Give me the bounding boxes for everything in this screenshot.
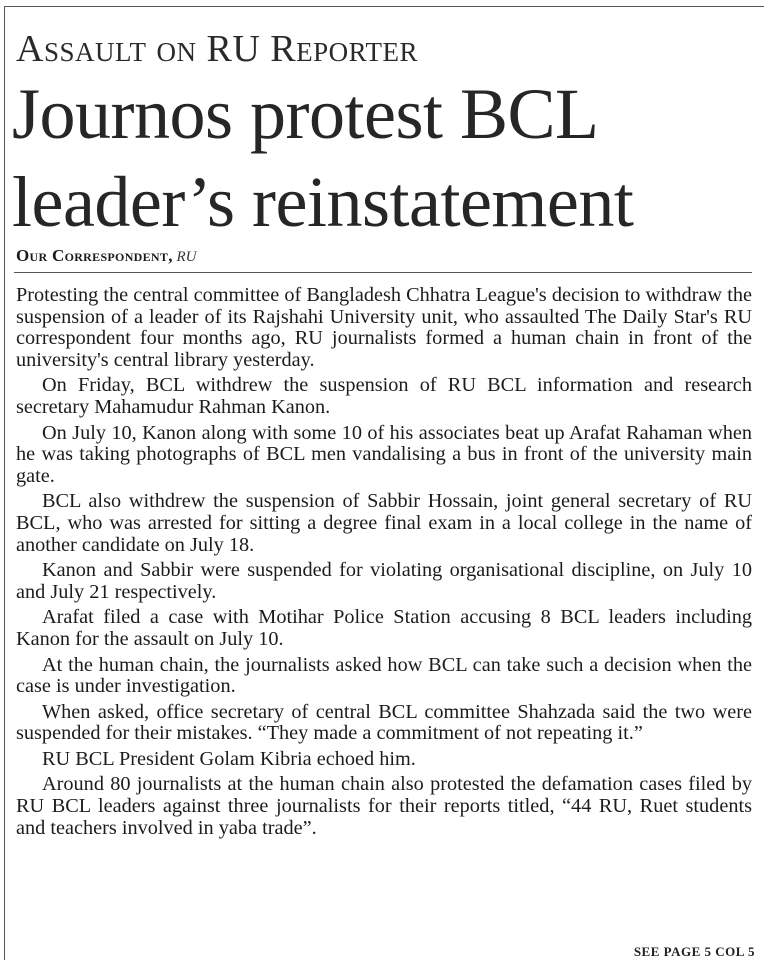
article-paragraph: Arafat filed a case with Motihar Police Station accusing 8 BCL leaders including Kanon for the assault on July 10. [16,606,752,650]
article-paragraph: On Friday, BCL withdrew the suspension of RU BCL information and research secretary Mahamudur Rahman Kanon. [16,374,752,418]
article-paragraph: BCL also withdrew the suspension of Sabbir Hossain, joint general secretary of RU BCL, who was arrested for sitting a degree final exam in a local college in the name of another candidate on July 18. [16,490,752,556]
byline-name: Our Correspondent, [16,246,173,265]
article-paragraph: Kanon and Sabbir were suspended for violating organisational discipline, on July 10 and July 21 respectively. [16,559,752,603]
article-paragraph: On July 10, Kanon along with some 10 of his associates beat up Arafat Rahaman when he was taking photographs of BCL men vandalising a bus in front of the university main gate. [16,421,752,487]
article-headline: Journos protest BCL leader’s reinstatement [12,74,634,242]
article-paragraph: When asked, office secretary of central BCL committee Shahzada said the two were suspended for their mistakes. “They made a commitment of not repeating it.” [16,700,752,745]
article-paragraph: At the human chain, the journalists asked how BCL can take such a decision when the case is under investigation. [16,653,752,698]
byline-divider [14,272,752,273]
article-paragraph: RU BCL President Golam Kibria echoed him. [42,747,416,770]
article-paragraph: Around 80 journalists at the human chain also protested the defamation cases filed by RU BCL leaders against three journalists for their reports titled, “44 RU, Ruet students and teachers involved in yaba trade”. [16,773,752,839]
article-body [16,285,752,843]
continuation-jump: SEE PAGE 5 COL 5 [633,944,755,959]
byline-place: RU [176,249,197,265]
article-kicker: Assault on RU Reporter [16,28,418,70]
byline [16,246,197,266]
article-paragraph: Protesting the central committee of Bangladesh Chhatra League's decision to withdraw the suspension of a leader of its Rajshahi University unit, who assaulted The Daily Star's RU correspondent four months ago, RU journalists formed a human chain in front of the university's central library yesterday. [16,284,752,371]
